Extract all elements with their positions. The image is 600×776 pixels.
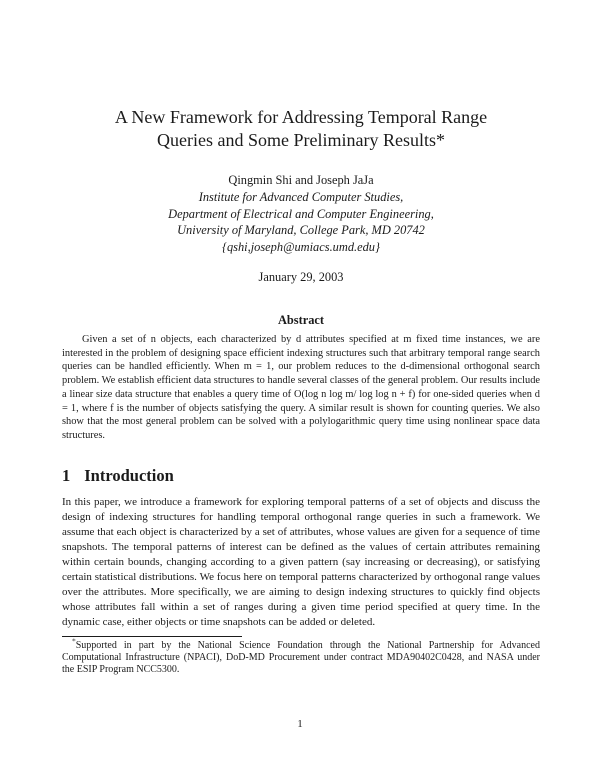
affiliation-line-1: Institute for Advanced Computer Studies, [198, 190, 404, 204]
paper-date: January 29, 2003 [258, 270, 344, 284]
abstract-heading: Abstract [277, 313, 325, 327]
introduction-paragraph: In this paper, we introduce a framework for exploring temporal patterns of a set of objects and discuss the design of indexing structures for handling temporal orthogonal range queries in such a framework. We assume that each object is characterized by a set of attributes, whose values are given for a sequence of time snapshots. The temporal patterns of interest can be defined as the values of certain attributes remaining within certain bounds, changing according to a given pattern (say increasing or decreasing), or satisfying certain statistical distributions. We focus here on temporal patterns characterized by orthogonal range values over the attributes. More specifically, we are aiming to design indexing structures to quickly find objects whose attributes fall within a set of ranges during a given time period specified at query time. In the dynamic case, either objects or time snapshots can be added or deleted. [62, 495, 540, 628]
footnote-rule [62, 636, 242, 637]
author-emails: {qshi,joseph@umiacs.umd.edu} [222, 239, 380, 254]
author-names: Qingmin Shi and Joseph JaJa [228, 173, 374, 187]
paper-title-line-1: A New Framework for Addressing Temporal Range [114, 107, 488, 127]
footnote-text [62, 636, 540, 677]
page-number: 1 [297, 718, 303, 730]
author-block [62, 172, 540, 255]
footnote-body: Supported in part by the National Science Foundation through the National Partnership for Advanced Computational Infrastructure (NPACI), DoD-MD Procurement under contract MDA90402C0428, and NASA under the ESIP Program NCC5300. [62, 639, 540, 676]
paper-title [62, 106, 540, 152]
section-heading-introduction [62, 465, 540, 487]
paper-title-line-2: Queries and Some Preliminary Results* [157, 130, 445, 150]
footnote-marker: * [72, 636, 76, 646]
abstract-text: Given a set of n objects, each characterized by d attributes specified at m fixed time instances, we are interested in the problem of designing space efficient indexing structures such that arbitrary temporal range search queries can be handled efficiently. When m = 1, our problem reduces to the d-dimensional orthogonal search problem. We establish efficient data structures to handle several classes of the general problem. Our results include a linear size data structure that enables a query time of O(log n log m/ log log n + f) for one-sided queries when d = 1, where f is the number of objects satisfying the query. A similar result is shown for counting queries. We also show that the most general problem can be solved with a polylogarithmic query time using nonlinear space data structures. [62, 334, 540, 441]
affiliation-line-3: University of Maryland, College Park, MD 20742 [177, 223, 425, 237]
section-number: 1 [62, 465, 71, 485]
affiliation-line-2: Department of Electrical and Computer Engineering, [168, 206, 434, 221]
section-title: Introduction [84, 465, 174, 485]
